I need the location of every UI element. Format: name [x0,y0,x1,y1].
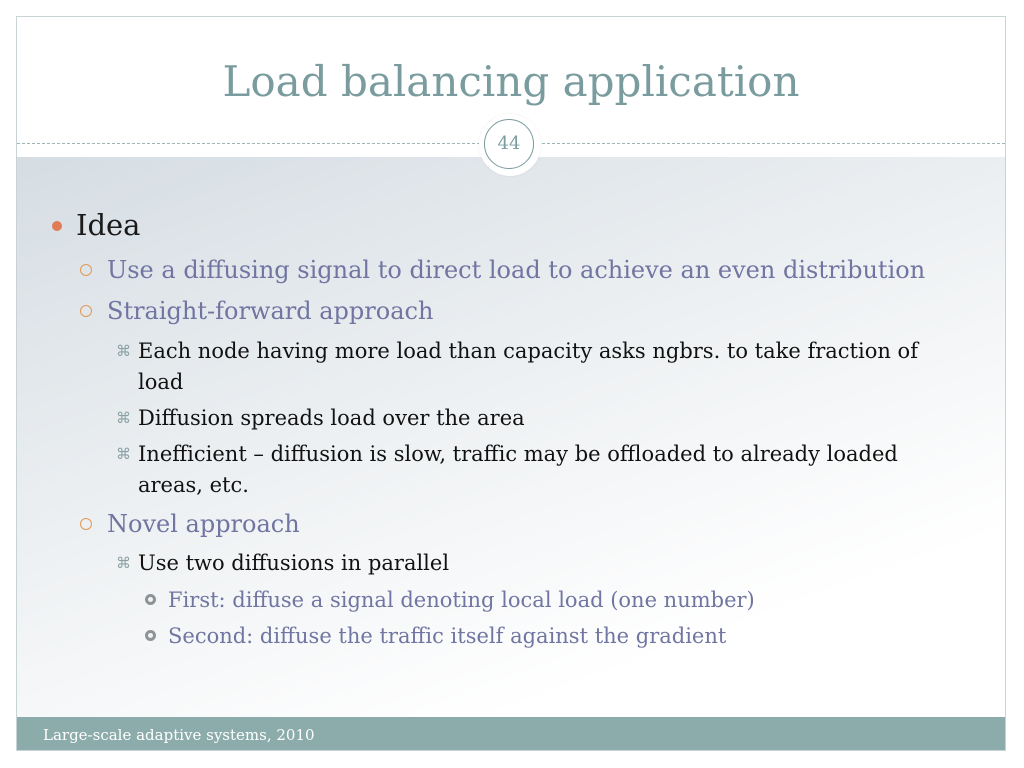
bullet-item [76,210,976,241]
ring-dot-bullet-icon [145,630,156,641]
bullet-item [168,621,988,652]
bullet-text: Novel approach [107,510,300,538]
bullet-text: Use two diffusions in parallel [138,551,450,575]
bullet-text: Diffusion spreads load over the area [138,406,525,430]
cross-bullet-icon: ⌘ [116,342,131,360]
slide-frame [16,16,1006,751]
bullet-item [116,548,968,579]
bullet-text: Straight-forward approach [107,297,434,325]
bullet-text: First: diffuse a signal denoting local load (one number) [168,588,755,612]
footer-text: Large-scale adaptive systems, 2010 [43,726,315,744]
bullet-text: Inefficient – diffusion is slow, traffic may be offloaded to already loaded areas, etc. [138,442,898,497]
bullet-text: Use a diffusing signal to direct load to achieve an even distribution [107,256,926,284]
cross-bullet-icon: ⌘ [116,409,131,427]
bullet-list [17,17,1005,750]
bullet-item [116,403,968,434]
cross-bullet-icon: ⌘ [116,554,131,572]
ring-bullet-icon [80,518,92,530]
filled-circle-bullet-icon [52,221,62,231]
bullet-item [116,336,968,398]
bullet-item [107,296,987,327]
footer-bar [17,717,1005,751]
ring-bullet-icon [80,264,92,276]
bullet-text: Second: diffuse the traffic itself against the gradient [168,624,727,648]
bullet-item [107,255,987,286]
bullet-text: Idea [76,208,141,242]
ring-bullet-icon [80,305,92,317]
bullet-item [168,585,988,616]
slide-number: 44 [484,119,534,169]
bullet-text: Each node having more load than capacity asks ngbrs. to take fraction of load [138,339,918,394]
ring-dot-bullet-icon [145,594,156,605]
slide-title: Load balancing application [222,57,800,106]
bullet-item [107,509,987,540]
bullet-item [116,439,968,501]
cross-bullet-icon: ⌘ [116,445,131,463]
